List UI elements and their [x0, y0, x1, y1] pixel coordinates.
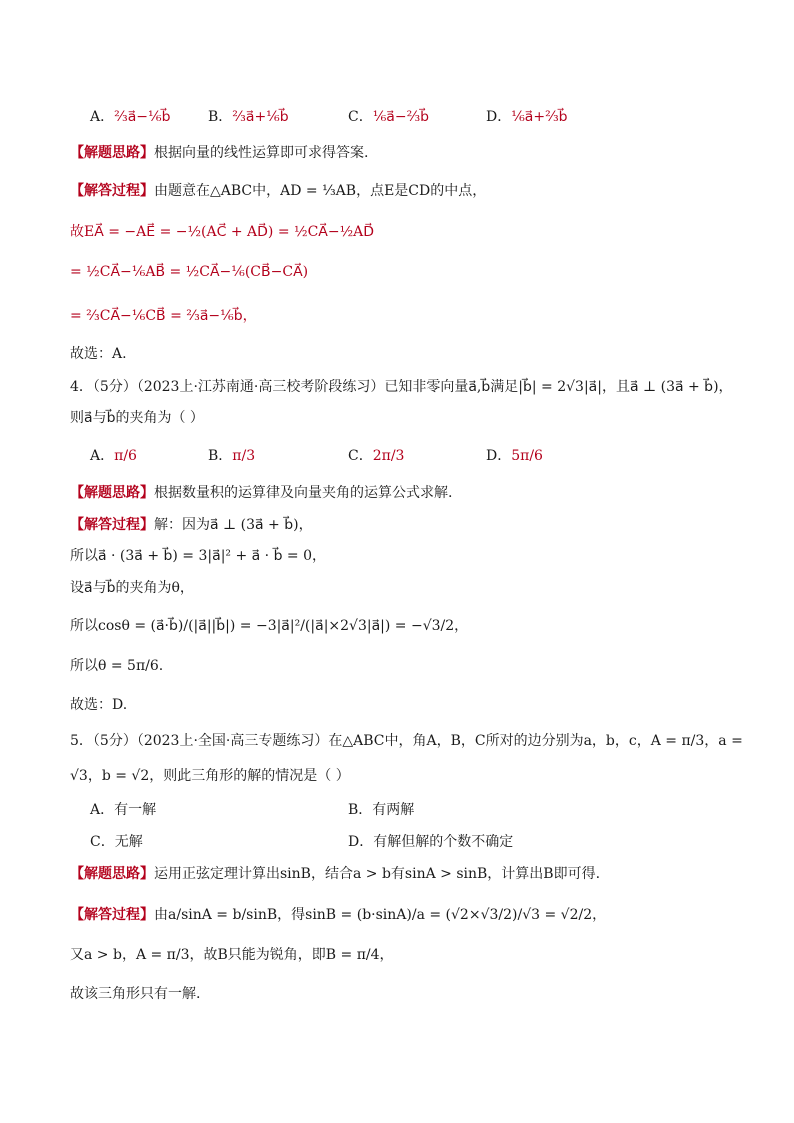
option-text: ⅙a⃗−⅔b⃗: [372, 109, 430, 125]
q4-idea: [70, 483, 452, 503]
process-text: 解：因为a⃗ ⊥ (3a⃗ + b⃗)，: [154, 517, 313, 533]
q4-process-3: [70, 578, 194, 598]
q5-process-2: [70, 945, 394, 965]
process-label: 【解答过程】: [70, 517, 154, 533]
process-text: = ½CA⃗−⅙AB⃗ = ½CA⃗−⅙(CB⃗−CA⃗): [70, 264, 309, 280]
stem-text: 5．（5分）（2023上·全国·高三专题练习）在△ABC中，角A，B，C所对的边分别为a，b，c，A = π/3，a =: [70, 733, 743, 749]
option-text: π/6: [114, 448, 137, 464]
q5-option-b: [348, 800, 414, 820]
option-text: 有解但解的个数不确定: [373, 834, 514, 850]
q5-option-d: [348, 832, 513, 852]
process-text: 所以θ = 5π/6.: [70, 658, 164, 674]
q3-process-3: [70, 262, 308, 282]
q3-option-a: [90, 107, 170, 127]
q4-option-b: [208, 446, 255, 466]
q3-process-1: [70, 181, 486, 201]
q4-stem-1: [70, 377, 733, 397]
q3-process-4: [70, 306, 257, 326]
stem-text: √3，b = √2，则此三角形的解的情况是（ ）: [70, 768, 350, 784]
option-text: ⅙a⃗+⅔b⃗: [511, 109, 568, 125]
stem-text: 4．（5分）（2023上·江苏南通·高三校考阶段练习）已知非零向量a⃗,b⃗满足|b⃗| = 2√3|a⃗|，且a⃗ ⊥ (3a⃗ + b⃗)，: [70, 379, 733, 395]
stem-text: 则a⃗与b⃗的夹角为（ ）: [70, 410, 204, 426]
process-label: 【解答过程】: [70, 183, 154, 199]
option-letter: D．: [348, 834, 374, 850]
q5-stem-2: [70, 766, 350, 786]
q4-option-c: [348, 446, 404, 466]
q4-option-a: [90, 446, 137, 466]
option-text: 2π/3: [372, 448, 405, 464]
idea-text: 根据数量积的运算律及向量夹角的运算公式求解.: [154, 485, 453, 501]
q5-stem-1: [70, 731, 743, 751]
q3-idea: [70, 143, 368, 163]
q5-option-a: [90, 800, 156, 820]
option-text: ⅔a⃗−⅙b⃗: [114, 109, 171, 125]
q5-process-3: [70, 984, 200, 1004]
idea-text: 运用正弦定理计算出sinB，结合a > b有sinA > sinB，计算出B即可得.: [154, 866, 601, 882]
option-letter: A．: [90, 802, 115, 818]
option-letter: B．: [208, 448, 233, 464]
idea-label: 【解题思路】: [70, 485, 154, 501]
option-letter: D．: [486, 448, 512, 464]
option-letter: C．: [90, 834, 115, 850]
option-text: ⅔a⃗+⅙b⃗: [232, 109, 289, 125]
option-text: 有一解: [114, 802, 157, 818]
option-text: 有两解: [372, 802, 415, 818]
q4-process-1: [70, 515, 313, 535]
q3-option-b: [208, 107, 289, 127]
answer-text: 故选：D.: [70, 697, 128, 713]
idea-label: 【解题思路】: [70, 145, 154, 161]
q3-option-d: [486, 107, 568, 127]
process-text: 所以cosθ = (a⃗·b⃗)/(|a⃗||b⃗|) = −3|a⃗|²/(|a⃗|×2√3|a⃗|) = −√3/2，: [70, 618, 469, 634]
option-text: 无解: [114, 834, 143, 850]
answer-text: 故选：A.: [70, 346, 127, 362]
q5-process-1: [70, 905, 606, 925]
q4-process-5: [70, 656, 163, 676]
q4-process-4: [70, 616, 468, 636]
q4-answer: [70, 695, 127, 715]
q4-stem-2: [70, 408, 204, 428]
idea-text: 根据向量的线性运算即可求得答案.: [154, 145, 369, 161]
option-letter: A．: [90, 448, 115, 464]
process-text: 所以a⃗ · (3a⃗ + b⃗) = 3|a⃗|² + a⃗ · b⃗ = 0，: [70, 548, 327, 564]
process-text: 由a/sinA = b/sinB，得sinB = (b·sinA)/a = (√2×√3/2)/√3 = √2/2，: [154, 907, 607, 923]
process-text: 又a > b，A = π/3，故B只能为锐角，即B = π/4，: [70, 947, 394, 963]
option-letter: A．: [90, 109, 115, 125]
q4-option-d: [486, 446, 543, 466]
process-text: 设a⃗与b⃗的夹角为θ，: [70, 580, 194, 596]
option-letter: C．: [348, 448, 373, 464]
idea-label: 【解题思路】: [70, 866, 154, 882]
q3-process-2: [70, 222, 374, 242]
q3-answer: [70, 344, 127, 364]
process-text: 故该三角形只有一解.: [70, 986, 201, 1002]
option-letter: C．: [348, 109, 373, 125]
process-text: = ⅔CA⃗−⅙CB⃗ = ⅔a⃗−⅙b⃗，: [70, 308, 257, 324]
q5-idea: [70, 864, 600, 884]
q4-process-2: [70, 546, 326, 566]
option-text: 5π/6: [511, 448, 543, 464]
process-text: 故EA⃗ = −AE⃗ = −½(AC⃗ + AD⃗) = ½CA⃗−½AD⃗: [70, 224, 375, 240]
option-letter: B．: [208, 109, 233, 125]
q5-option-c: [90, 832, 143, 852]
process-label: 【解答过程】: [70, 907, 154, 923]
option-letter: B．: [348, 802, 373, 818]
q3-option-c: [348, 107, 429, 127]
option-letter: D．: [486, 109, 512, 125]
option-text: π/3: [232, 448, 256, 464]
process-text: 由题意在△ABC中，AD = ⅓AB，点E是CD的中点，: [154, 183, 487, 199]
